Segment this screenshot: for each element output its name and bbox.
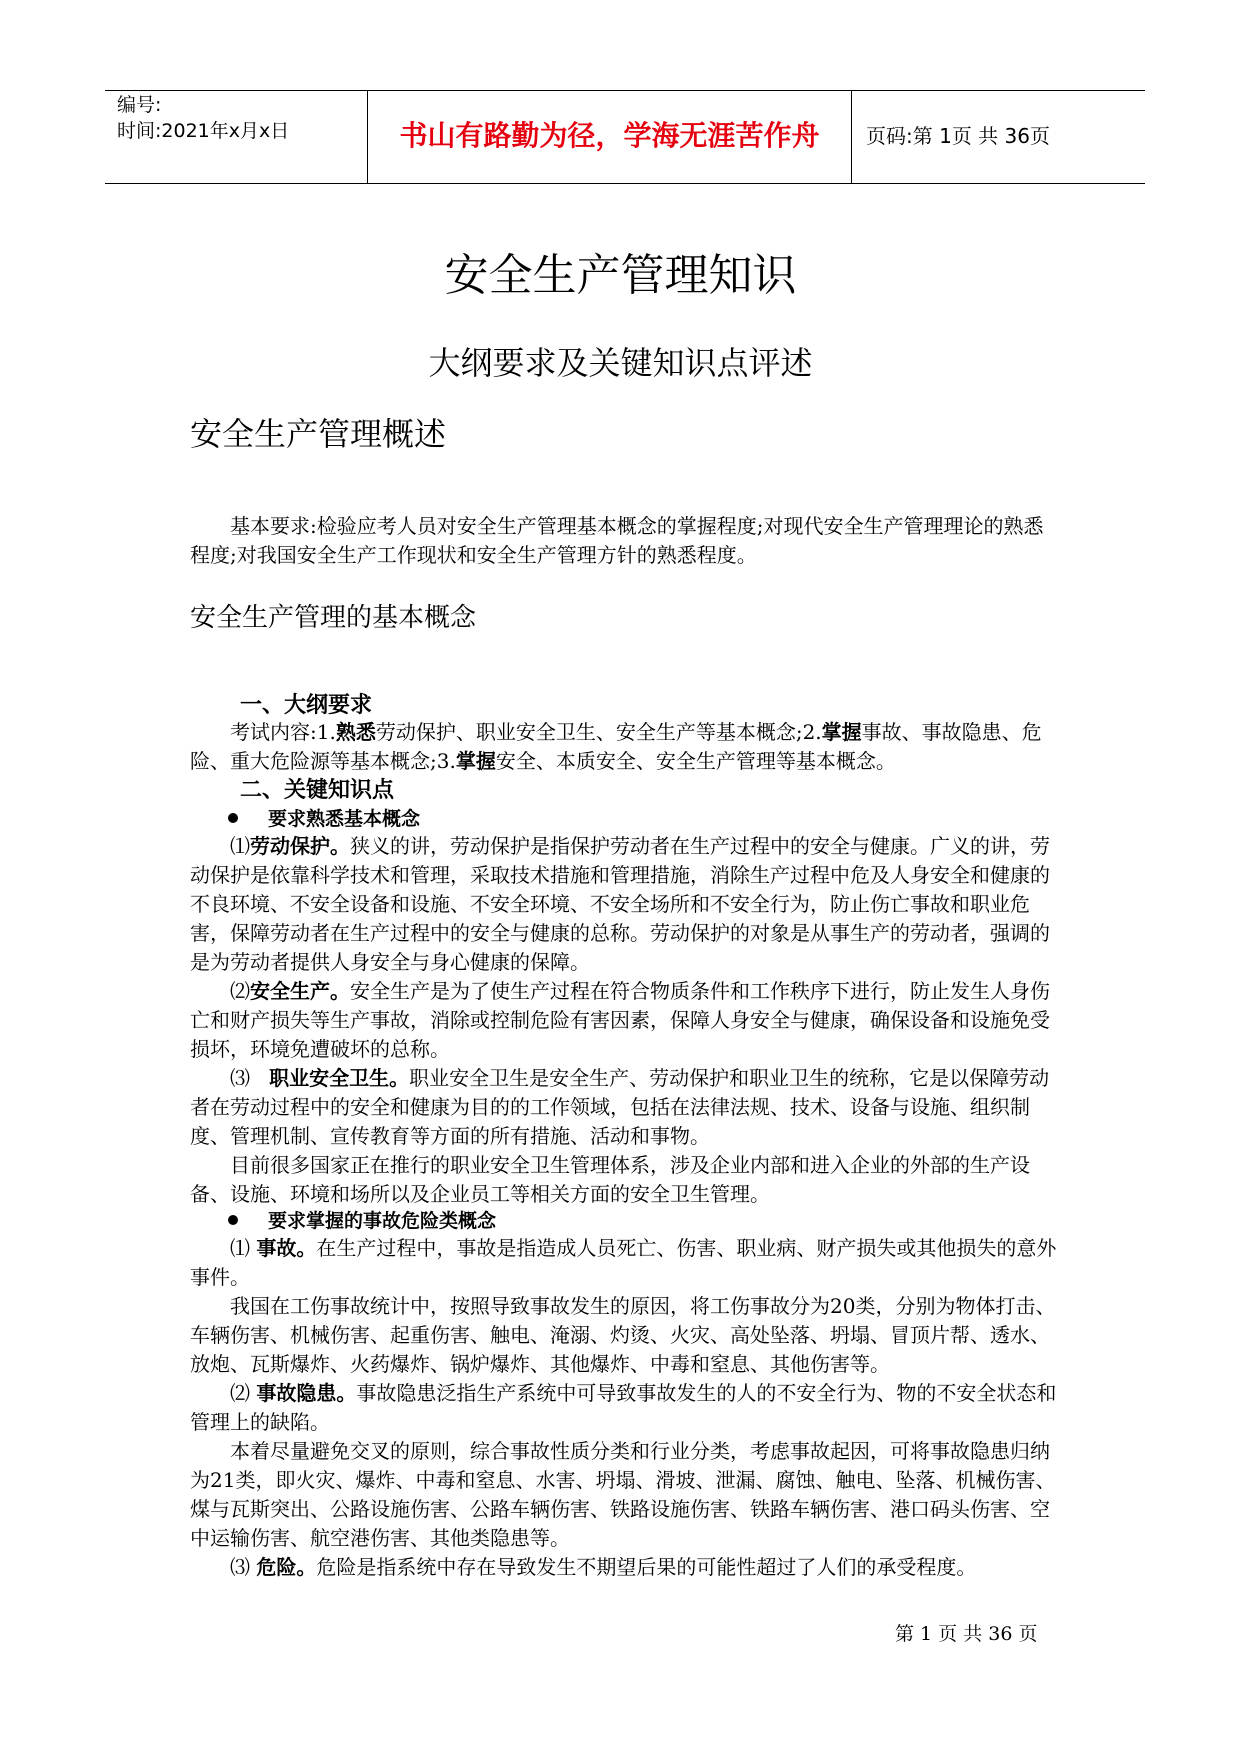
outline-heading: 一、大纲要求 xyxy=(240,693,373,718)
para-hazard xyxy=(190,1379,1058,1437)
page-header xyxy=(105,90,1145,184)
para-body: 职业安全卫生是安全生产、劳动保护和职业卫生的统称，它是以保障劳动者在劳动过程中的安全和健康为目的的工作领域，包括在法律法规、技术、设备与设施、组织制度、管理机制、宣传教育等方面的所有措施、活动和事物。 xyxy=(190,1066,1050,1148)
para-term: 危险。 xyxy=(256,1555,317,1579)
para-accident xyxy=(190,1234,1058,1292)
para-term: 事故。 xyxy=(256,1236,317,1260)
number-label: 编号: xyxy=(117,94,162,116)
para-hazard-types: 本着尽量避免交叉的原则，综合事故性质分类和行业分类，考虑事故起因，可将事故隐患归纳为21类，即火灾、爆炸、中毒和窒息、水害、坍塌、滑坡、泄漏、腐蚀、触电、坠落、机械伤害、煤与瓦斯突出、公路设施伤害、公路车辆伤害、铁路设施伤害、铁路车辆伤害、港口码头伤害、空中运输伤害、航空港伤害、其他类隐患等。 xyxy=(190,1439,1056,1550)
para-labor-protection xyxy=(190,832,1058,977)
basic-requirement-text: 基本要求:检验应考人员对安全生产管理基本概念的掌握程度;对现代安全生产管理理论的熟悉程度;对我国安全生产工作现状和安全生产管理方针的熟悉程度。 xyxy=(190,514,1044,567)
exam-bold-3: 掌握 xyxy=(455,749,496,773)
para-body: 危险是指系统中存在导致发生不期望后果的可能性超过了人们的承受程度。 xyxy=(316,1555,977,1579)
exam-content xyxy=(190,718,1058,776)
para-num: ⑵ xyxy=(230,979,250,1003)
para-body: 安全生产是为了使生产过程在符合物质条件和工作秩序下进行，防止发生人身伤亡和财产损失等生产事故，消除或控制危险有害因素，保障人身安全与健康，确保设备和设施免受损坏，环境免遭破坏的总称。 xyxy=(190,979,1050,1061)
header-motto-cell xyxy=(368,91,852,183)
para-danger xyxy=(190,1553,1058,1582)
bullet-label-2: 要求掌握的事故危险类概念 xyxy=(268,1210,497,1232)
page-footer: 第 1 页 共 36 页 xyxy=(895,1623,1038,1645)
bullet-dot-icon xyxy=(228,813,238,823)
section-title: 安全生产管理概述 xyxy=(190,415,447,453)
bullet-label-1: 要求熟悉基本概念 xyxy=(268,808,421,830)
para-term: 安全生产。 xyxy=(250,979,350,1003)
para-management-system: 目前很多国家正在推行的职业安全卫生管理体系，涉及企业内部和进入企业的外部的生产设备、设施、环境和场所以及企业员工等相关方面的安全卫生管理。 xyxy=(190,1153,1030,1206)
para-body: 事故隐患泛指生产系统中可导致事故发生的人的不安全行为、物的不安全状态和管理上的缺陷。 xyxy=(190,1381,1057,1434)
exam-text-3: 安全、本质安全、安全生产管理等基本概念。 xyxy=(495,749,896,773)
para-term: 劳动保护。 xyxy=(250,834,350,858)
bullet-dot-icon xyxy=(228,1215,238,1225)
body-block-2 xyxy=(190,1234,1058,1582)
para-accident-stats: 我国在工伤事故统计中，按照导致事故发生的原因，将工伤事故分为20类，分别为物体打击、车辆伤害、机械伤害、起重伤害、触电、淹溺、灼烫、火灾、高处坠落、坍塌、冒顶片帮、透水、放炮、瓦斯爆炸、火药爆炸、锅炉爆炸、其他爆炸、中毒和窒息、其他伤害等。 xyxy=(190,1294,1056,1376)
exam-text-1: 劳动保护、职业安全卫生、安全生产等基本概念;2. xyxy=(375,720,822,744)
motto: 书山有路勤为径，学海无涯苦作舟 xyxy=(399,119,820,152)
exam-text-2: 事故、事故隐患、危险、重大危险源等基本概念;3. xyxy=(190,720,1042,773)
document-subtitle: 大纲要求及关键知识点评述 xyxy=(428,344,813,382)
para-occupational-safety xyxy=(190,1064,1058,1151)
body-block-1 xyxy=(190,832,1058,1209)
para-term: 职业安全卫生。 xyxy=(269,1066,410,1090)
para-body: 在生产过程中，事故是指造成人员死亡、伤害、职业病、财产损失或其他损失的意外事件。 xyxy=(190,1236,1057,1289)
subsection-title: 安全生产管理的基本概念 xyxy=(190,603,477,633)
header-meta-cell xyxy=(105,91,368,183)
para-term: 事故隐患。 xyxy=(256,1381,357,1405)
bullet-item-1 xyxy=(228,806,420,832)
exam-content-text xyxy=(190,718,1058,776)
key-points-heading: 二、关键知识点 xyxy=(240,778,395,803)
time-label: 时间:2021年x月x日 xyxy=(117,120,290,142)
para-num: ⑶ xyxy=(230,1066,250,1090)
exam-bold-1: 熟悉 xyxy=(335,720,376,744)
header-page-cell xyxy=(852,91,1145,183)
para-num: ⑵ xyxy=(230,1381,250,1405)
exam-bold-2: 掌握 xyxy=(821,720,862,744)
exam-prefix: 考试内容:1. xyxy=(230,720,336,744)
para-body: 狭义的讲，劳动保护是指保护劳动者在生产过程中的安全与健康。广义的讲，劳动保护是依靠科学技术和管理，采取技术措施和管理措施，消除生产过程中危及人身安全和健康的不良环境、不安全设备和设施、不安全环境、不安全场所和不安全行为，防止伤亡事故和职业危害，保障劳动者在生产过程中的安全与健康的总称。劳动保护的对象是从事生产的劳动者，强调的是为劳动者提供人身安全与身心健康的保障。 xyxy=(190,834,1050,974)
para-safe-production xyxy=(190,977,1058,1064)
para-num: ⑴ xyxy=(230,1236,250,1260)
document-title: 安全生产管理知识 xyxy=(444,250,797,301)
bullet-item-2 xyxy=(228,1208,496,1234)
para-num: ⑶ xyxy=(230,1555,250,1579)
para-num: ⑴ xyxy=(230,834,250,858)
page-code: 页码:第 1页 共 36页 xyxy=(866,124,1050,148)
basic-requirement xyxy=(190,512,1058,570)
